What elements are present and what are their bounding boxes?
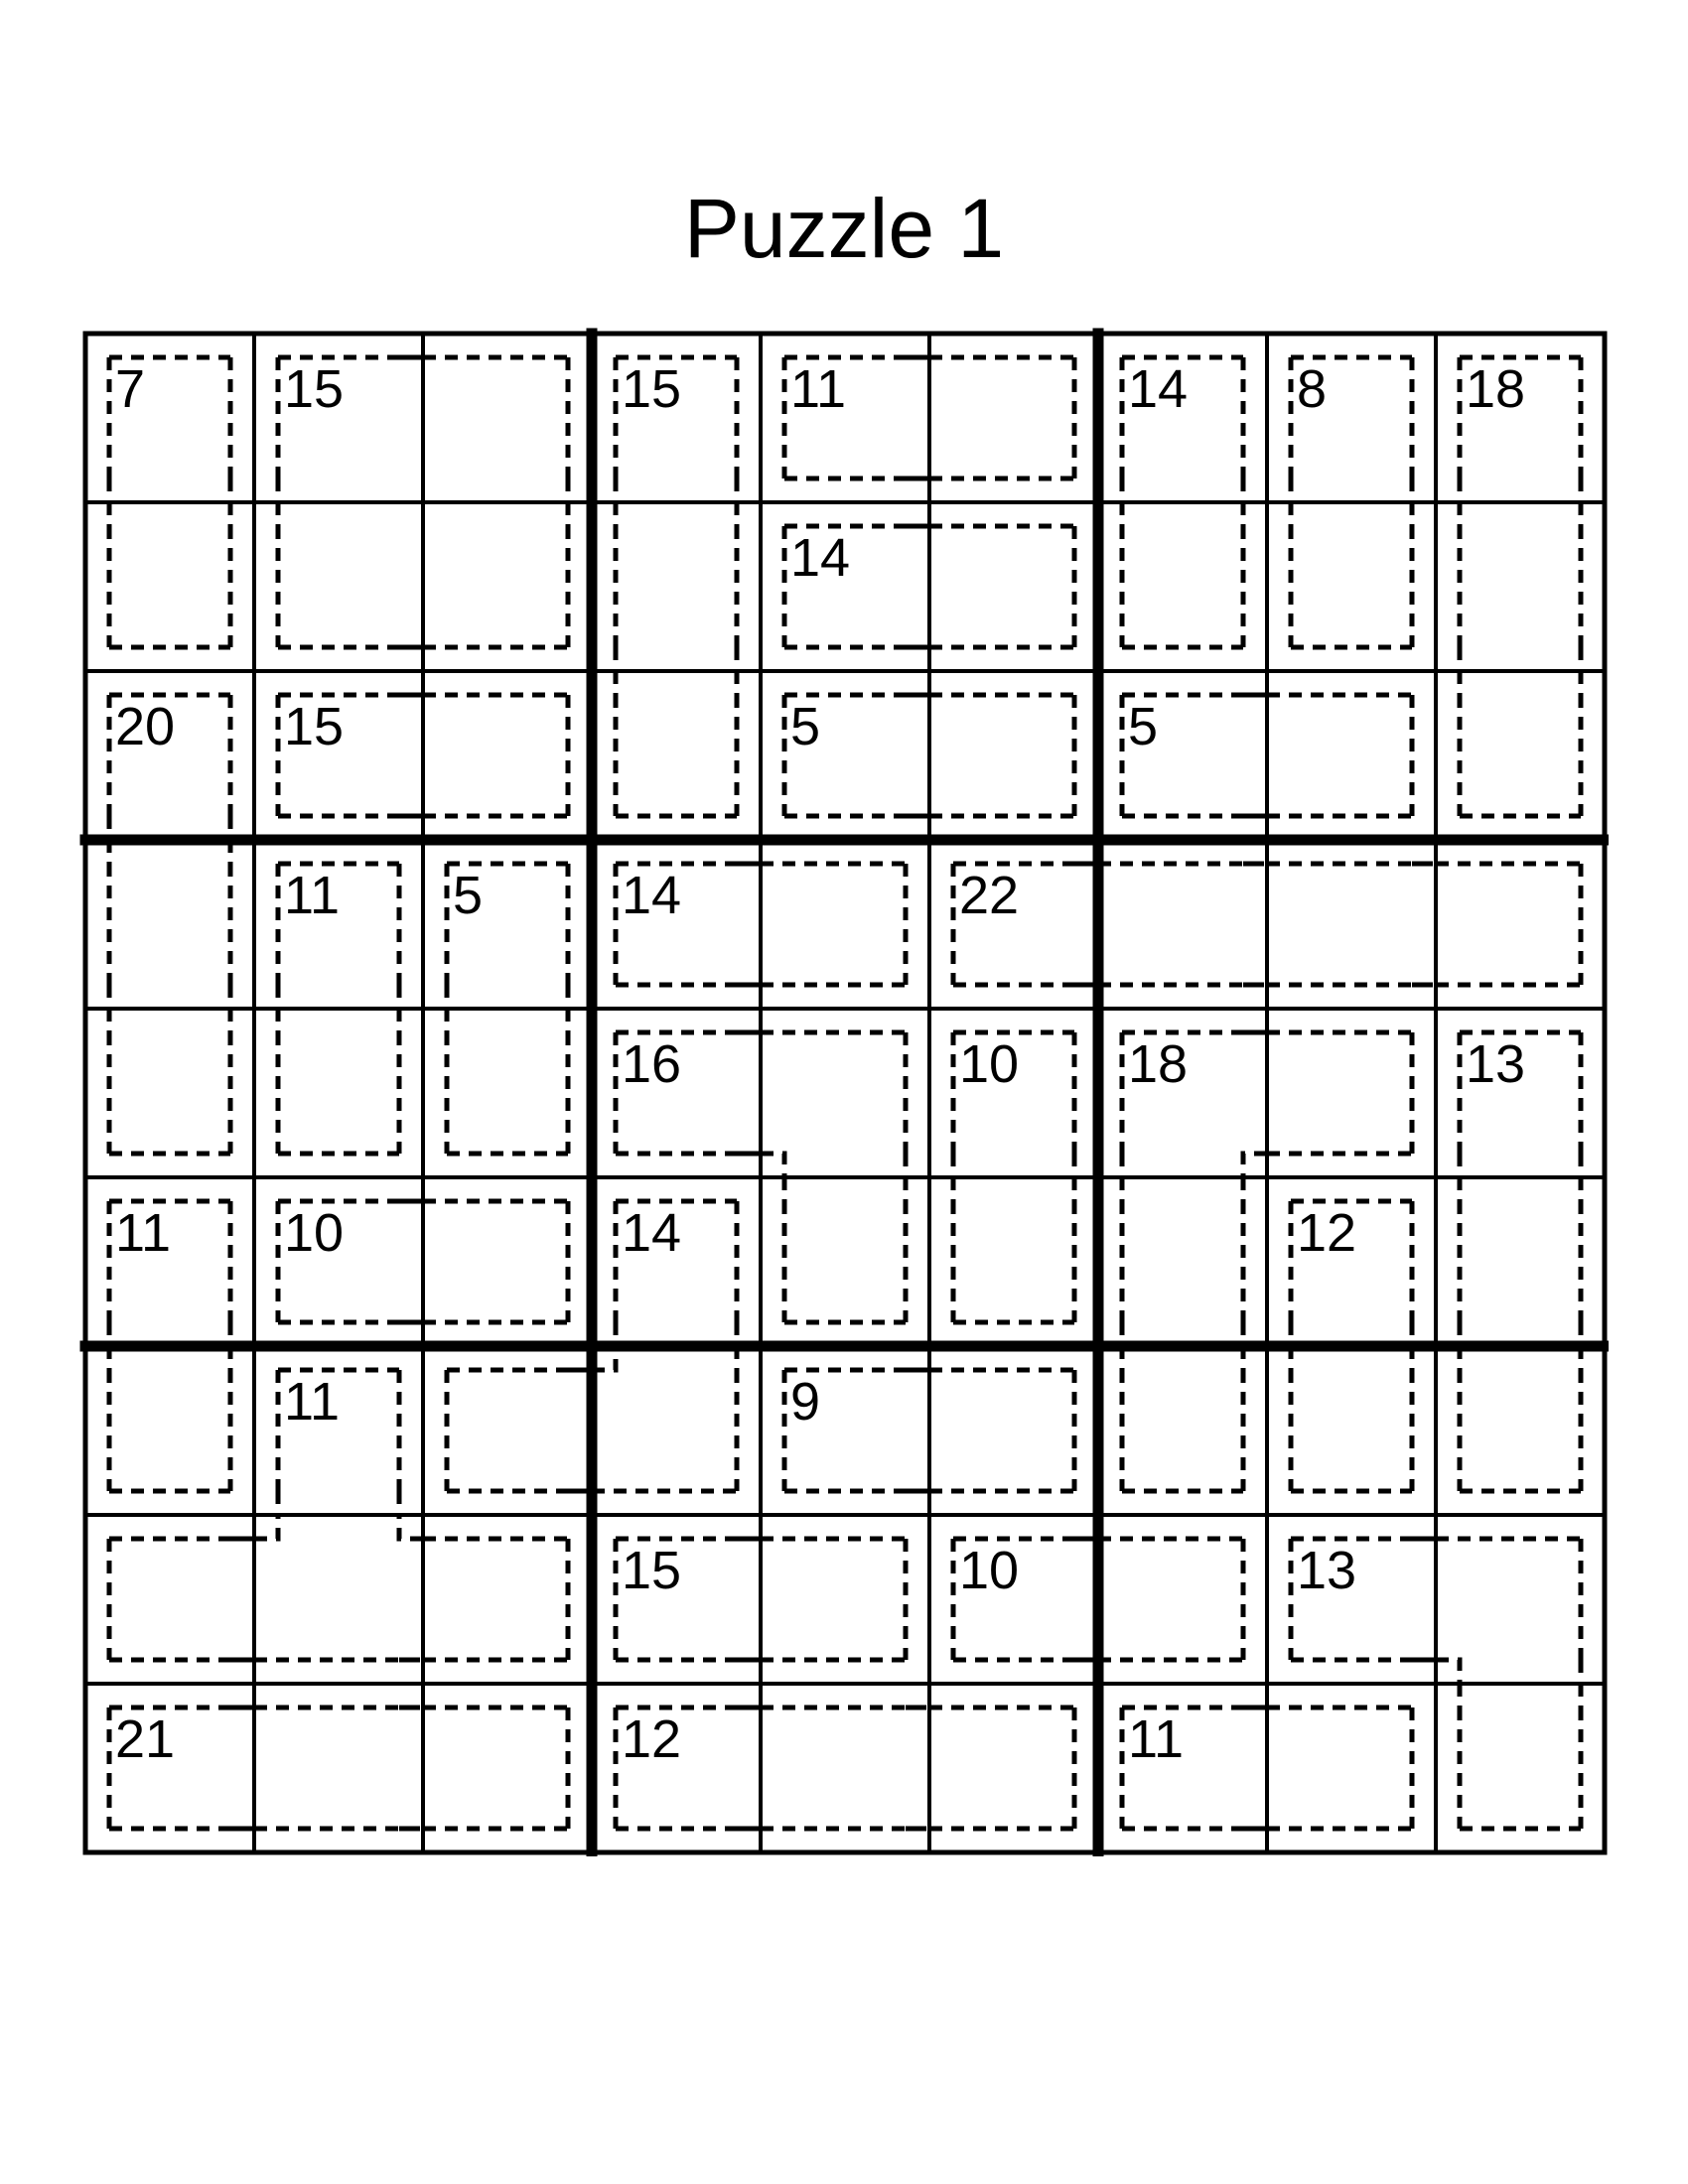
cage-sum-label: 11: [1128, 1709, 1185, 1769]
cage-sum-label: 20: [115, 697, 176, 756]
killer-sudoku-board: [79, 328, 1609, 1856]
cage-sum-label: 10: [959, 1034, 1020, 1094]
cage-sum-label: 15: [284, 359, 345, 419]
cage-sum-label: 14: [622, 1203, 682, 1263]
cage-sum-label: 5: [1128, 697, 1159, 756]
cage-sum-label: 11: [284, 1372, 341, 1432]
cage-sum-label: 13: [1466, 1034, 1526, 1094]
cage-sum-label: 13: [1297, 1541, 1357, 1600]
cage-sum-label: 21: [115, 1709, 176, 1769]
cage-sum-label: 14: [790, 528, 851, 588]
cage-sum-label: 12: [1297, 1203, 1357, 1263]
cage-sum-label: 11: [115, 1203, 172, 1263]
cage-sum-label: 15: [284, 697, 345, 756]
puzzle-grid: [79, 328, 1609, 1856]
cage-sum-label: 16: [622, 1034, 682, 1094]
cage-sum-label: 22: [959, 866, 1020, 925]
cage-sum-label: 7: [115, 359, 146, 419]
cage-sum-label: 14: [1128, 359, 1189, 419]
cage-sum-label: 11: [284, 866, 341, 925]
cage-sum-label: 18: [1128, 1034, 1189, 1094]
cage-sum-label: 14: [622, 866, 682, 925]
cage-sum-label: 10: [284, 1203, 345, 1263]
cage-sum-label: 11: [790, 359, 847, 419]
cage-sum-label: 5: [453, 866, 484, 925]
cage-sum-label: 15: [622, 1541, 682, 1600]
cage-sum-label: 8: [1297, 359, 1328, 419]
page-title: Puzzle 1: [683, 182, 1005, 275]
cage-sum-label: 12: [622, 1709, 682, 1769]
cage-sum-label: 10: [959, 1541, 1020, 1600]
cage-sum-label: 15: [622, 359, 682, 419]
cage-sum-label: 18: [1466, 359, 1526, 419]
cage-sum-label: 9: [790, 1372, 821, 1432]
cage-sum-label: 5: [790, 697, 821, 756]
